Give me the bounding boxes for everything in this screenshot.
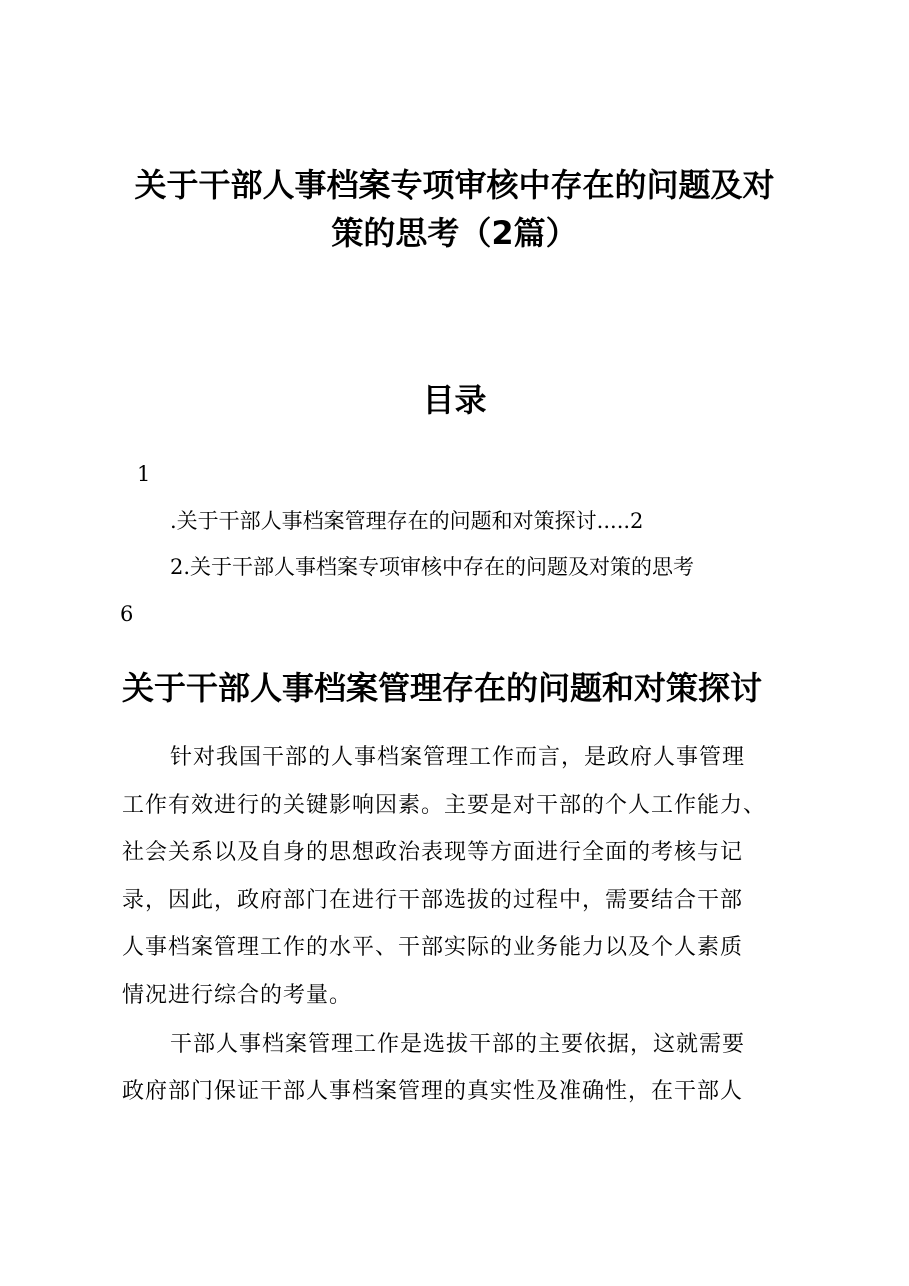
toc-item-1-number: 1 [137, 462, 151, 486]
paragraph-1-line: 社会关系以及自身的思想政治表现等方面进行全面的考核与记 [122, 840, 744, 865]
section-heading: 关于干部人事档案管理存在的问题和对策探讨 [122, 669, 763, 707]
paragraph-1-line: 工作有效进行的关键影响因素。主要是对干部的个人工作能力、 [122, 793, 767, 818]
document-title-line-1: 关于干部人事档案专项审核中存在的问题及对 [134, 166, 775, 204]
paragraph-1-line: 情况进行综合的考量。 [122, 983, 353, 1008]
toc-heading: 目录 [422, 381, 487, 419]
toc-item-1[interactable]: .关于干部人事档案管理存在的问题和对策探讨.....2 [170, 509, 644, 533]
paragraph-1-line: 录，因此，政府部门在进行干部选拔的过程中，需要结合干部 [122, 888, 744, 913]
paragraph-1-line: 人事档案管理工作的水平、干部实际的业务能力以及个人素质 [122, 935, 744, 960]
toc-item-2[interactable]: 2.关于干部人事档案专项审核中存在的问题及对策的思考 [170, 555, 695, 579]
document-title-line-2: 策的思考（2篇） [331, 214, 578, 252]
toc-item-2-page-number: 6 [120, 602, 134, 626]
paragraph-2-line: 政府部门保证干部人事档案管理的真实性及准确性，在干部人 [122, 1079, 744, 1104]
paragraph-1-line: 针对我国干部的人事档案管理工作而言，是政府人事管理 [170, 745, 746, 770]
paragraph-2-line: 干部人事档案管理工作是选拔干部的主要依据，这就需要 [170, 1032, 746, 1057]
